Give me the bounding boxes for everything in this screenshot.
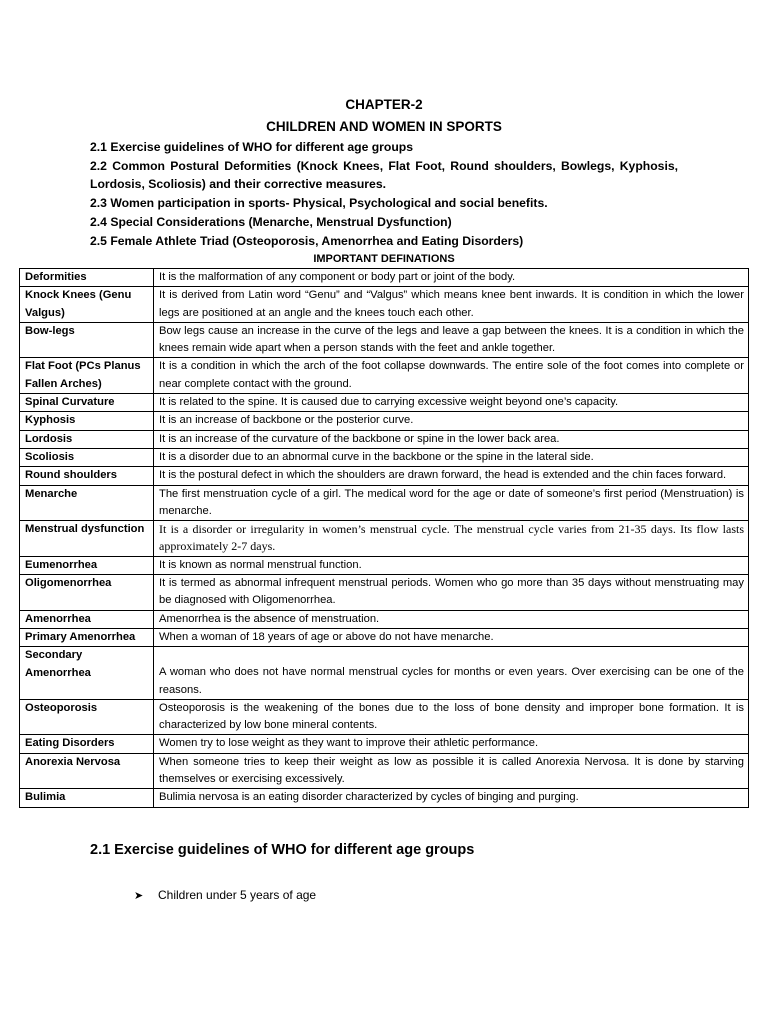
- table-row: [20, 575, 749, 611]
- table-row: [20, 753, 749, 789]
- definition-cell: Osteoporosis is the weakening of the bones due to the loss of bone density and improper bone formation. It is characterized by low bone mineral contents.: [154, 699, 749, 735]
- definition-cell: It is related to the spine. It is caused due to carrying excessive weight beyond one’s capacity.: [154, 394, 749, 412]
- term-cell: Primary Amenorrhea: [20, 628, 154, 646]
- definition-cell: Women try to lose weight as they want to improve their athletic performance.: [154, 735, 749, 753]
- topic-item: 2.3 Women participation in sports- Physical, Psychological and social benefits.: [90, 196, 548, 211]
- topic-item: 2.5 Female Athlete Triad (Osteoporosis, Amenorrhea and Eating Disorders): [90, 233, 524, 248]
- term-cell: Amenorrhea: [20, 610, 154, 628]
- definition-cell: It is an increase of backbone or the posterior curve.: [154, 412, 749, 430]
- list-item: [134, 886, 316, 905]
- chapter-label: CHAPTER-2: [345, 97, 423, 112]
- term-cell: Flat Foot (PCs Planus Fallen Arches): [20, 358, 154, 394]
- table-row: [20, 412, 749, 430]
- definition-cell: It is termed as abnormal infrequent menstrual periods. Women who go more than 35 days without menstruating may be diagnosed with Oligomenorrhea.: [154, 575, 749, 611]
- term-cell: Menstrual dysfunction: [20, 521, 154, 557]
- term-cell: Kyphosis: [20, 412, 154, 430]
- bullet-text: Children under 5 years of age: [158, 888, 317, 902]
- definition-cell: Bow legs cause an increase in the curve of the legs and leave a gap between the knees. It is a condition in which the knees remain wide apart when a person stands with the feet and ankle together.: [154, 322, 749, 358]
- section-heading: 2.1 Exercise guidelines of WHO for different age groups: [90, 842, 475, 858]
- topic-item: 2.2 Common Postural Deformities (Knock Knees, Flat Foot, Round shoulders, Bowlegs, Kyphosis, Lordosis, Scoliosis) and their corrective measures.: [90, 158, 678, 192]
- definition-cell: When someone tries to keep their weight as low as possible it is called Anorexia Nervosa. It is done by starving themselves or exercising excessively.: [154, 753, 749, 789]
- term-cell: Secondary Amenorrhea: [20, 647, 154, 700]
- term-cell: Round shoulders: [20, 467, 154, 485]
- definition-cell: Amenorrhea is the absence of menstruation.: [154, 610, 749, 628]
- definition-cell: It is the malformation of any component or body part or joint of the body.: [154, 269, 749, 287]
- topic-item: 2.4 Special Considerations (Menarche, Menstrual Dysfunction): [90, 214, 452, 229]
- term-cell: Bow-legs: [20, 322, 154, 358]
- table-row: [20, 430, 749, 448]
- topic-item: 2.1 Exercise guidelines of WHO for different age groups: [90, 140, 414, 154]
- table-row: [20, 610, 749, 628]
- term-cell: Anorexia Nervosa: [20, 753, 154, 789]
- table-row: [20, 735, 749, 753]
- table-row: [20, 322, 749, 358]
- table-row: [20, 485, 749, 521]
- term-cell: Scoliosis: [20, 448, 154, 466]
- definition-cell: It is an increase of the curvature of the backbone or spine in the lower back area.: [154, 430, 749, 448]
- term-cell: Knock Knees (Genu Valgus): [20, 287, 154, 323]
- table-row: [20, 556, 749, 574]
- term-cell: Osteoporosis: [20, 699, 154, 735]
- table-row: [20, 269, 749, 287]
- definition-cell: It is derived from Latin word “Genu” and “Valgus” which means knee bent inwards. It is condition in which the lower legs are positioned at an angle and the knees touch each other.: [154, 287, 749, 323]
- table-row: [20, 467, 749, 485]
- term-cell: Spinal Curvature: [20, 394, 154, 412]
- definition-cell: It is a disorder or irregularity in women’s menstrual cycle. The menstrual cycle varies from 21-35 days. Its flow lasts approximately 2-7 days.: [154, 521, 749, 557]
- definition-cell: It is known as normal menstrual function.: [154, 556, 749, 574]
- table-row: [20, 789, 749, 807]
- term-cell: Eumenorrhea: [20, 556, 154, 574]
- definition-cell: It is a condition in which the arch of the foot collapse downwards. The entire sole of the foot comes into complete or near complete contact with the ground.: [154, 358, 749, 394]
- term-cell: Menarche: [20, 485, 154, 521]
- definition-cell: Bulimia nervosa is an eating disorder characterized by cycles of binging and purging.: [154, 789, 749, 807]
- definitions-table: [19, 268, 749, 808]
- table-row: [20, 394, 749, 412]
- term-cell: Deformities: [20, 269, 154, 287]
- term-cell: Lordosis: [20, 430, 154, 448]
- table-row: [20, 699, 749, 735]
- definition-cell: The first menstruation cycle of a girl. The medical word for the age or date of someone’s first period (Menstruation) is menarche.: [154, 485, 749, 521]
- definition-cell: It is the postural defect in which the shoulders are drawn forward, the head is extended and the chin faces forward.: [154, 467, 749, 485]
- term-cell: Oligomenorrhea: [20, 575, 154, 611]
- definition-cell: When a woman of 18 years of age or above do not have menarche.: [154, 628, 749, 646]
- definitions-heading: IMPORTANT DEFINATIONS: [313, 253, 455, 265]
- table-row: [20, 448, 749, 466]
- table-row: [20, 628, 749, 646]
- arrowhead-bullet-icon: ➤: [134, 890, 144, 902]
- table-row: [20, 521, 749, 557]
- chapter-title: CHILDREN AND WOMEN IN SPORTS: [266, 119, 502, 134]
- term-cell: Eating Disorders: [20, 735, 154, 753]
- definition-cell: A woman who does not have normal menstrual cycles for months or even years. Over exercising can be one of the reasons.: [154, 647, 749, 700]
- table-row: [20, 358, 749, 394]
- topics-list: [90, 138, 678, 250]
- definition-cell: It is a disorder due to an abnormal curve in the backbone or the spine in the lateral side.: [154, 448, 749, 466]
- table-row: [20, 287, 749, 323]
- table-row: [20, 647, 749, 700]
- term-cell: Bulimia: [20, 789, 154, 807]
